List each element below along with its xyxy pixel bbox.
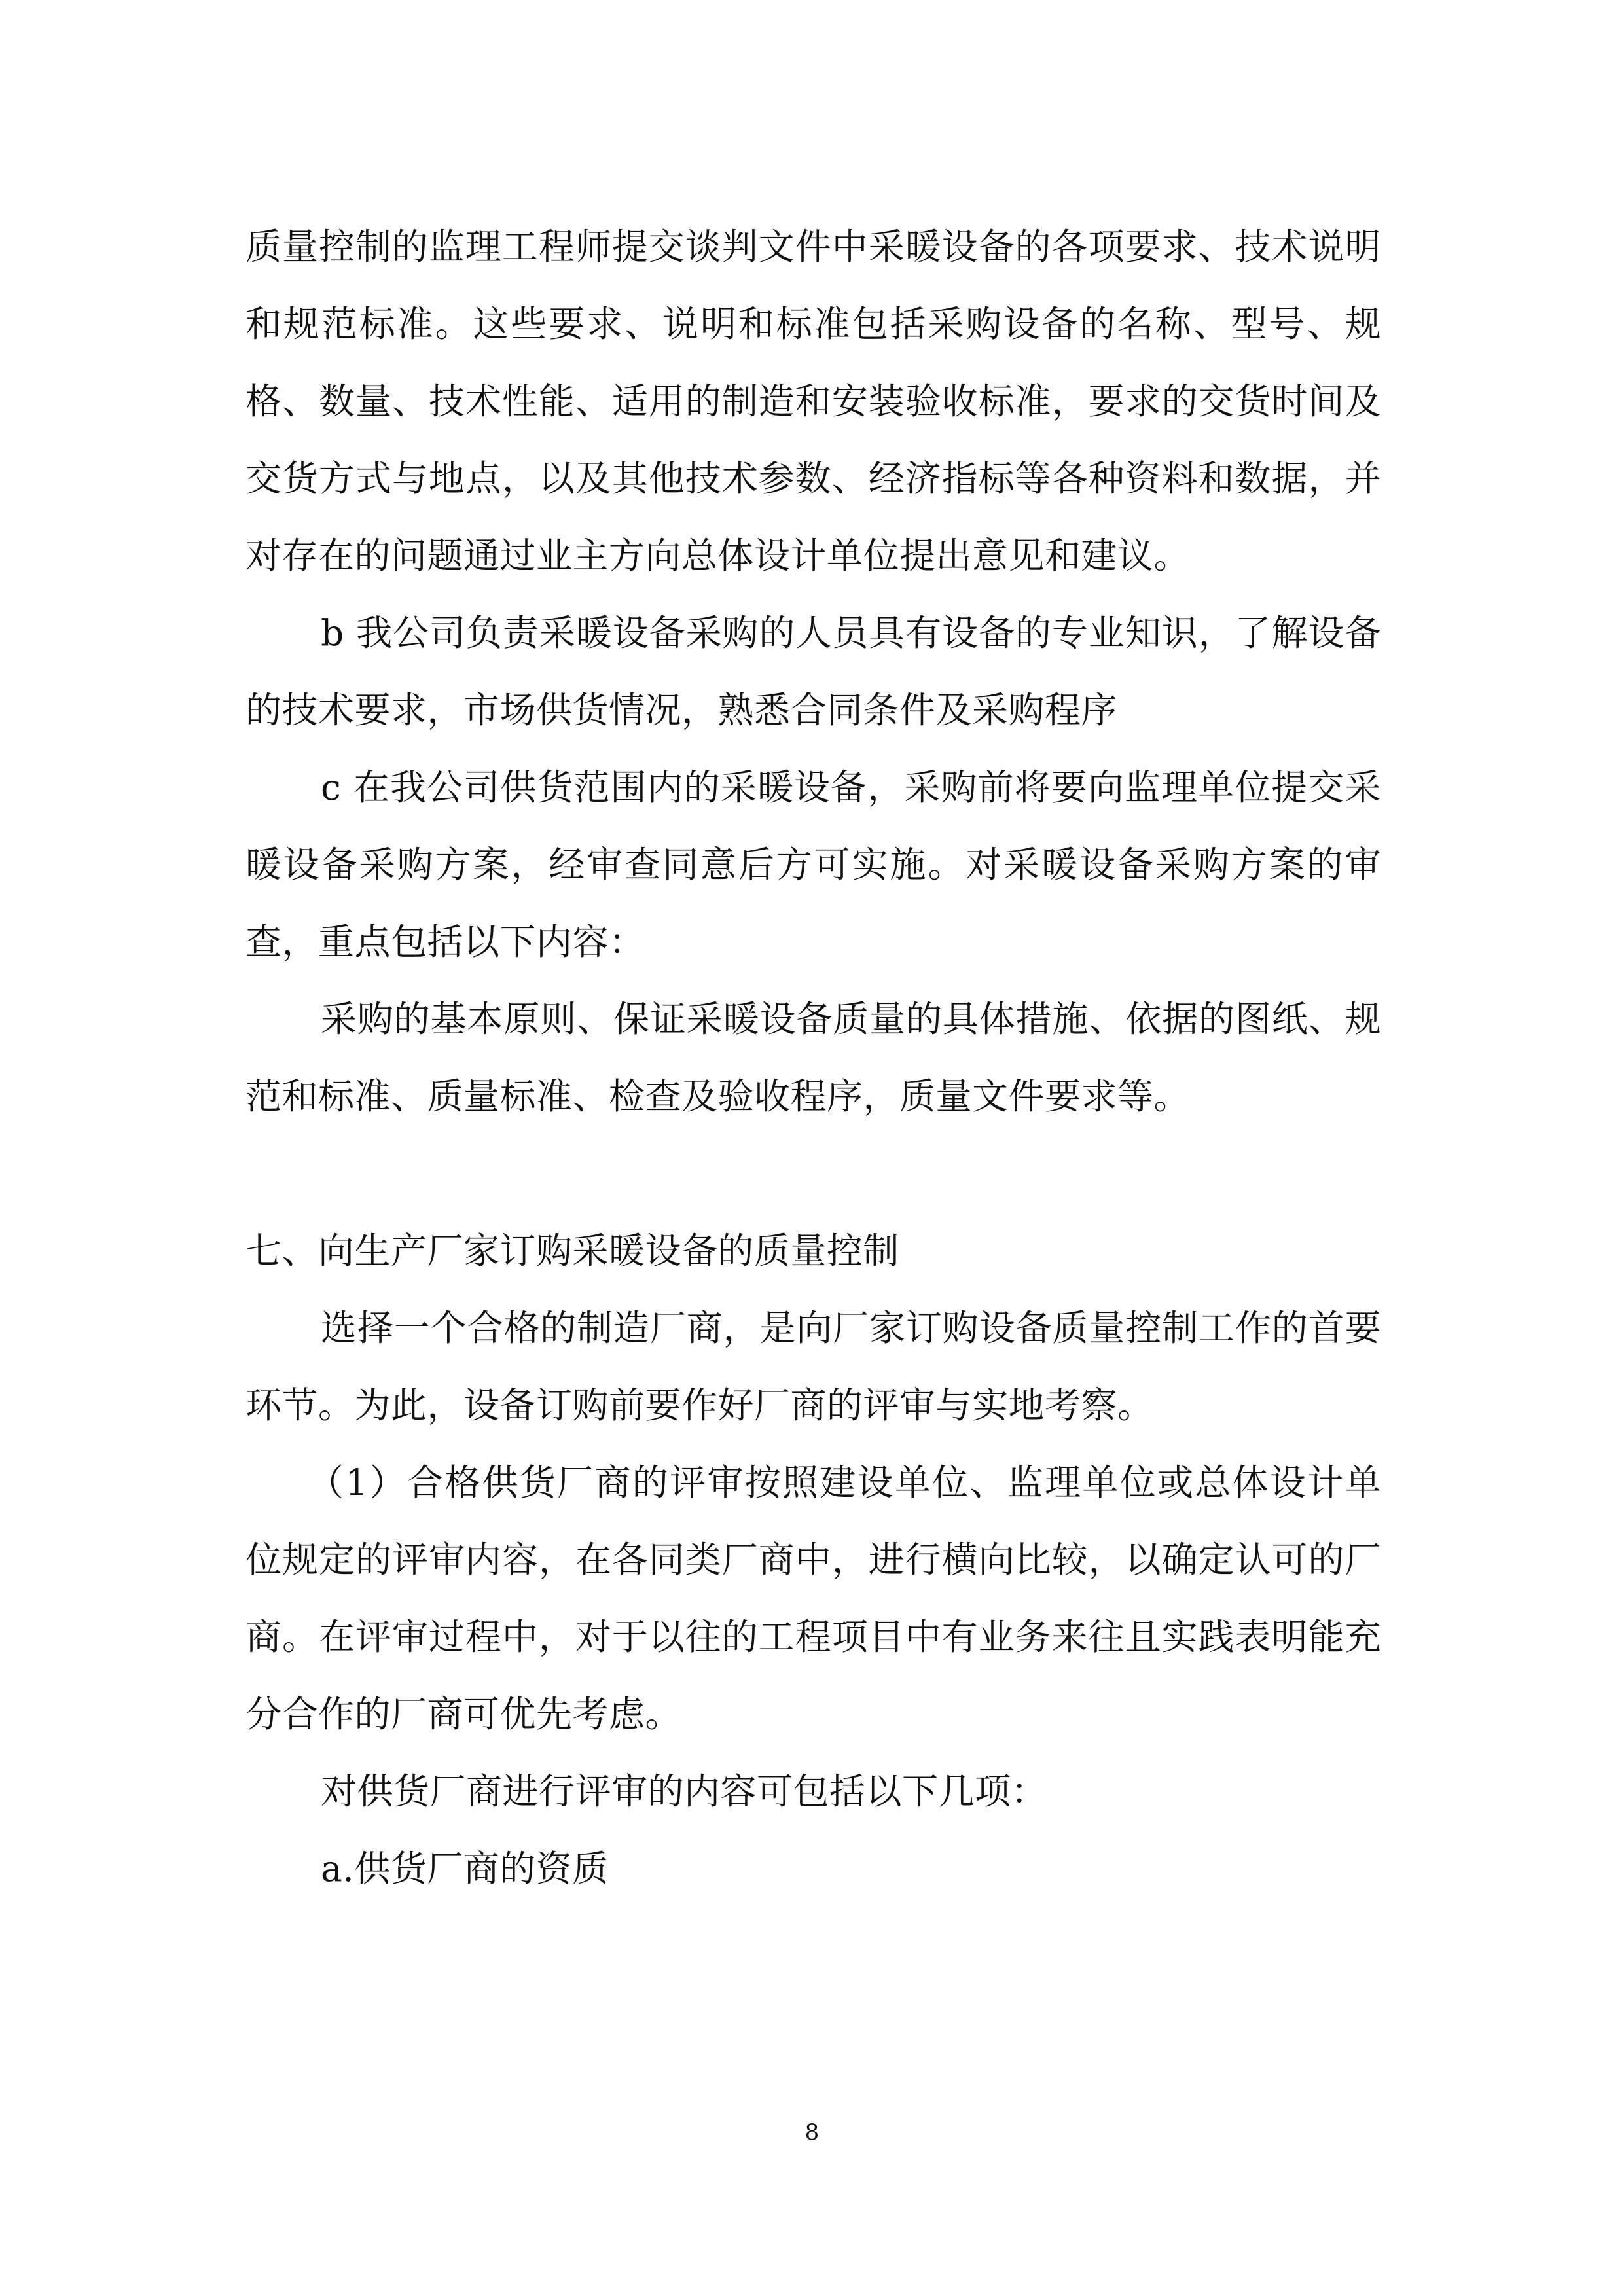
page-number: 8 [804,2119,820,2145]
paragraph-item-b: b 我公司负责采暖设备采购的人员具有设备的专业知识，了解设备的技术要求，市场供货情况，熟悉合同条件及采购程序 [245,612,1381,731]
paragraph-item-c: c 在我公司供货范围内的采暖设备，采购前将要向监理单位提交采暖设备采购方案，经审查同意后方可实施。对采暖设备采购方案的审查，重点包括以下内容： [245,766,1381,963]
paragraph-review-items-intro: 对供货厂商进行评审的内容可包括以下几项： [321,1770,1048,1812]
paragraph-item-1: （1）合格供货厂商的评审按照建设单位、监理单位或总体设计单位规定的评审内容，在各同类厂商中，进行横向比较，以确定认可的厂商。在评审过程中，对于以往的工程项目中有业务来往且实践表明能充分合作的厂商可优先考虑。 [245,1462,1381,1735]
paragraph-review-content: 采购的基本原则、保证采暖设备质量的具体措施、依据的图纸、规范和标准、质量标准、检查及验收程序，质量文件要求等。 [245,998,1381,1117]
section-heading: 七、向生产厂家订购采暖设备的质量控制 [245,1230,900,1272]
paragraph-continuation: 质量控制的监理工程师提交谈判文件中采暖设备的各项要求、技术说明和规范标准。这些要求、说明和标准包括采购设备的名称、型号、规格、数量、技术性能、适用的制造和安装验收标准，要求的交货时间及交货方式与地点，以及其他技术参数、经济指标等各种资料和数据，并对存在的问题通过业主方向总体设计单位提出意见和建议。 [245,226,1381,577]
paragraph-select-manufacturer: 选择一个合格的制造厂商，是向厂家订购设备质量控制工作的首要环节。为此，设备订购前要作好厂商的评审与实地考察。 [245,1307,1381,1426]
paragraph-item-a: a.供货厂商的资质 [321,1848,609,1890]
body-text [245,208,1381,1907]
